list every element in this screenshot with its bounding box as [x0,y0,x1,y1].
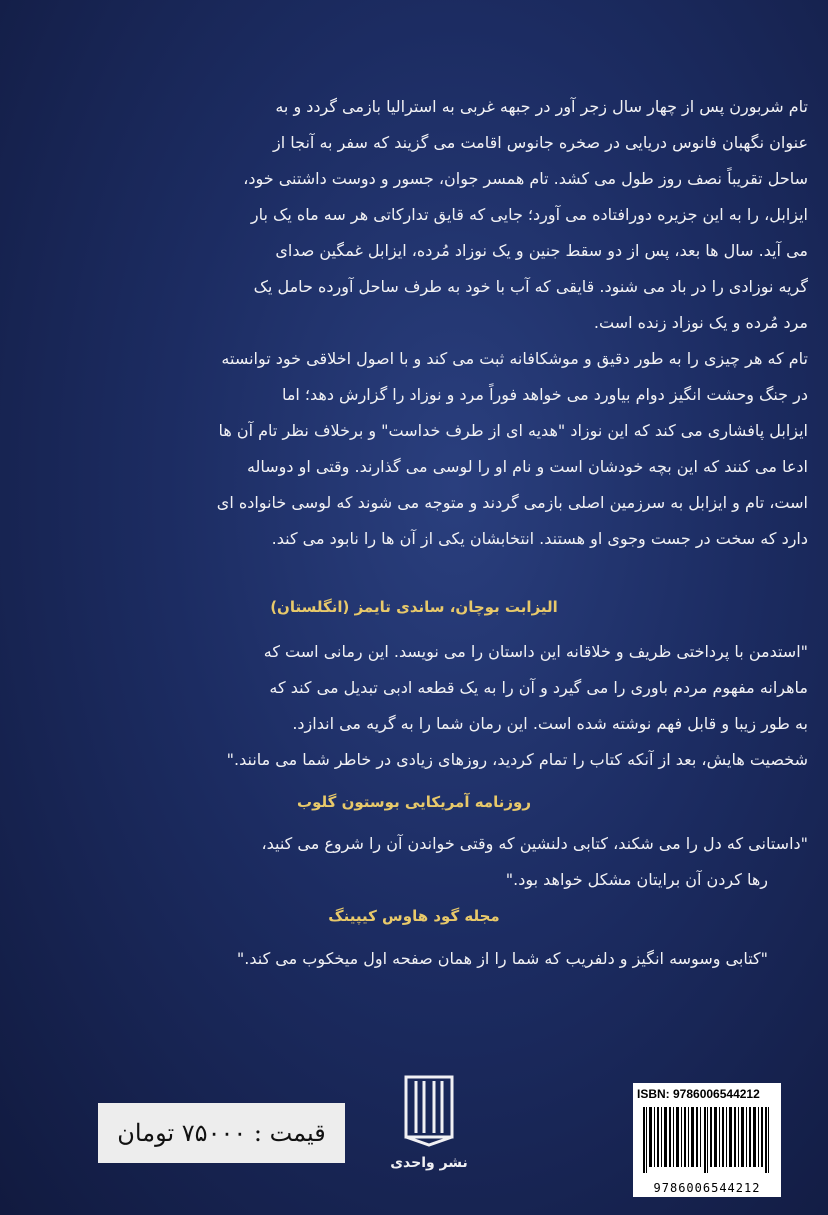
review-line: ماهرانه مفهوم مردم باوری را می گیرد و آن را به یک قطعه ادبی تبدیل می کند که [269,678,808,697]
review-source-boston-globe: روزنامه آمریکایی بوستون گلوب [297,793,531,811]
review-line: رها کردن آن برایتان مشکل خواهد بود." [505,870,768,889]
synopsis-line: تام که هر چیزی را به طور دقیق و موشکافانه ثبت می کند و با اصول اخلاقی خود توانسته [221,349,808,368]
synopsis-line: می آید. سال ها بعد، پس از دو سقط جنین و یک نوزاد مُرده، ایزابل غمگین صدای [275,241,808,260]
isbn-label: ISBN: 9786006544212 [637,1087,760,1101]
price-label: قیمت : ۷۵۰۰۰ تومان [98,1103,345,1163]
review-line: "داستانی که دل را می شکند، کتابی دلنشین که وقتی خواندن آن را شروع می کنید، [261,834,808,853]
synopsis-line: ایزابل، را به این جزیره دورافتاده می آورد؛ جایی که قایق تدارکاتی هر سه ماه یک بار [250,205,808,224]
review-line: "استدمن با پرداختی ظریف و خلاقانه این داستان را می نویسد. این رمانی است که [263,642,808,661]
synopsis-line: ادعا می کنند که این بچه خودشان است و نام او را لوسی می گذارند. وقتی او دوساله [246,457,808,476]
synopsis-line: ساحل تقریباً نصف روز طول می کشد. تام همسر جوان، جسور و دوست داشتنی خود، [243,169,808,188]
review-good-housekeeping [90,941,808,977]
review-line: شخصیت هایش، بعد از آنکه کتاب را تمام کردید، روزهای زیادی در خاطر شما می مانند." [226,750,808,769]
synopsis-line: در جنگ وحشت انگیز دوام بیاورد می خواهد فوراً مرد و نوزاد را گزارش دهد؛ اما [281,385,808,404]
barcode [633,1083,781,1197]
synopsis [90,89,808,557]
review-line: به طور زیبا و قابل فهم نوشته شده است. این رمان شما را به گریه می اندازد. [292,714,808,733]
synopsis-line: مرد مُرده و یک نوزاد زنده است. [593,313,808,332]
synopsis-line: است، تام و ایزابل به سرزمین اصلی بازمی گردند و متوجه می شوند که لوسی خانواده ای [216,493,808,512]
review-source-good-housekeeping: مجله گود هاوس کیپینگ [328,907,500,925]
synopsis-line: عنوان نگهبان فانوس دریایی در صخره جانوس اقامت می گزیند که سفر به آنجا از [273,133,808,152]
publisher-logo [386,1075,472,1171]
review-source-sunday-times: الیزابت بوچان، ساندی تایمز (انگلستان) [270,598,558,616]
barcode-bars [643,1107,771,1173]
synopsis-line: دارد که سخت در جست وجوی او هستند. انتخابشان یکی از آن ها را نابود می کند. [271,529,808,548]
review-line: "کتابی وسوسه انگیز و دلفریب که شما را از همان صفحه اول میخکوب می کند." [236,949,768,968]
synopsis-line: تام شربورن پس از چهار سال زجر آور در جبهه غربی به استرالیا بازمی گردد و به [275,97,808,116]
barcode-number: 9786006544212 [653,1181,761,1195]
synopsis-line: گریه نوزادی را در باد می شنود. قایقی که آب با خود به طرف ساحل آورده حامل یک [253,277,808,296]
review-sunday-times [90,634,808,778]
publisher-name: نشر واحدی [390,1155,468,1171]
review-boston-globe [90,826,808,898]
book-logo-icon [404,1075,454,1147]
synopsis-line: ایزابل پافشاری می کند که این نوزاد "هدیه ای از طرف خداست" و برخلاف نظر تام آن ها [218,421,808,440]
